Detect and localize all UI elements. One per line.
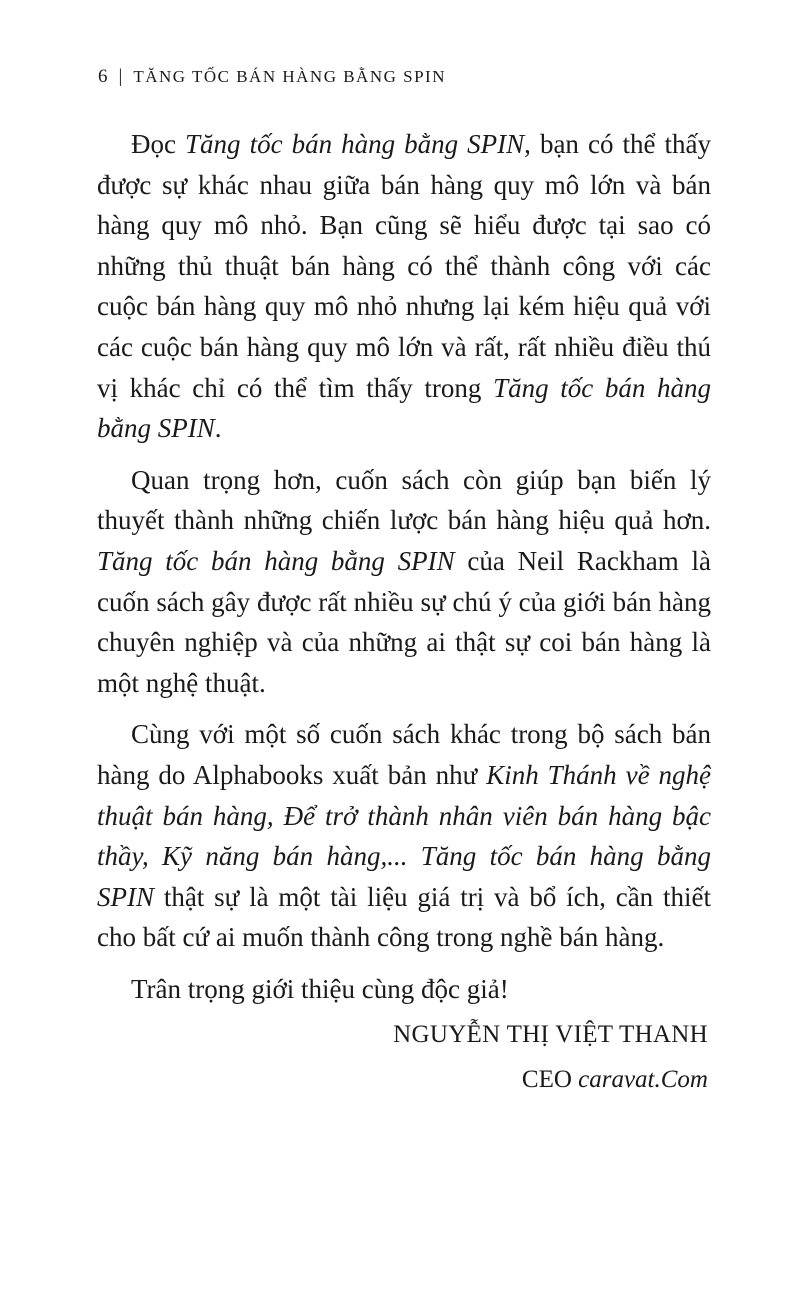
book-title-italic: Tăng tốc bán hàng bằng SPIN <box>97 372 711 444</box>
text-segment: . <box>214 413 222 444</box>
book-title-italic: Tăng tốc bán hàng bằng SPIN <box>97 545 455 576</box>
text-segment: , bạn có thể thấy được sự khác nhau giữa bán hàng quy mô lớn và bán hàng quy mô nhỏ. Bạn cũng sẽ hiểu được tại sao có những thủ thuật bán hàng có thể thành công với các cuộc bán hàng quy mô nhỏ nhưng lại kém hiệu quả với các cuộc bán hàng quy mô lớn và rất, rất nhiều điều thú vị khác chỉ có thể tìm thấy trong <box>97 129 711 403</box>
book-title-italic: Tăng tốc bán hàng bằng SPIN <box>185 129 525 159</box>
text-segment: Trân trọng giới thiệu cùng độc giả! <box>131 973 509 1004</box>
body-text <box>97 124 711 1009</box>
signature-position <box>393 1057 708 1102</box>
paragraph-1 <box>97 124 711 449</box>
paragraph-4 <box>97 969 711 1010</box>
text-segment: thật sự là một tài liệu giá trị và bổ ích, cần thiết cho bất cứ ai muốn thành công trong nghề bán hàng. <box>97 881 711 953</box>
header-separator: | <box>118 66 124 87</box>
text-segment: Quan trọng hơn, cuốn sách còn giúp bạn biến lý thuyết thành những chiến lược bán hàng hiệu quả hơn. <box>97 464 711 536</box>
signature-block <box>393 1012 708 1102</box>
book-title-header: TĂNG TỐC BÁN HÀNG BẰNG SPIN <box>133 67 446 86</box>
running-header <box>98 66 446 88</box>
paragraph-3 <box>97 714 711 958</box>
paragraph-2 <box>97 460 711 704</box>
text-segment: của Neil Rackham là cuốn sách gây được rất nhiều sự chú ý của giới bán hàng chuyên nghiệp và của những ai thật sự coi bán hàng là một nghệ thuật. <box>97 545 712 698</box>
text-segment: Cùng với một số cuốn sách khác trong bộ sách bán hàng do Alphabooks xuất bản như <box>97 719 711 790</box>
signature-company: caravat.Com <box>578 1066 708 1093</box>
signature-title: CEO <box>521 1066 572 1093</box>
book-titles-italic: Kinh Thánh về nghệ thuật bán hàng, Để trở thành nhân viên bán hàng bậc thầy, Kỹ năng bán hàng,... Tăng tốc bán hàng bằng SPIN <box>97 759 711 912</box>
text-segment: Đọc <box>131 129 186 159</box>
page-number: 6 <box>98 66 109 87</box>
signature-name: NGUYỄN THỊ VIỆT THANH <box>393 1021 708 1048</box>
